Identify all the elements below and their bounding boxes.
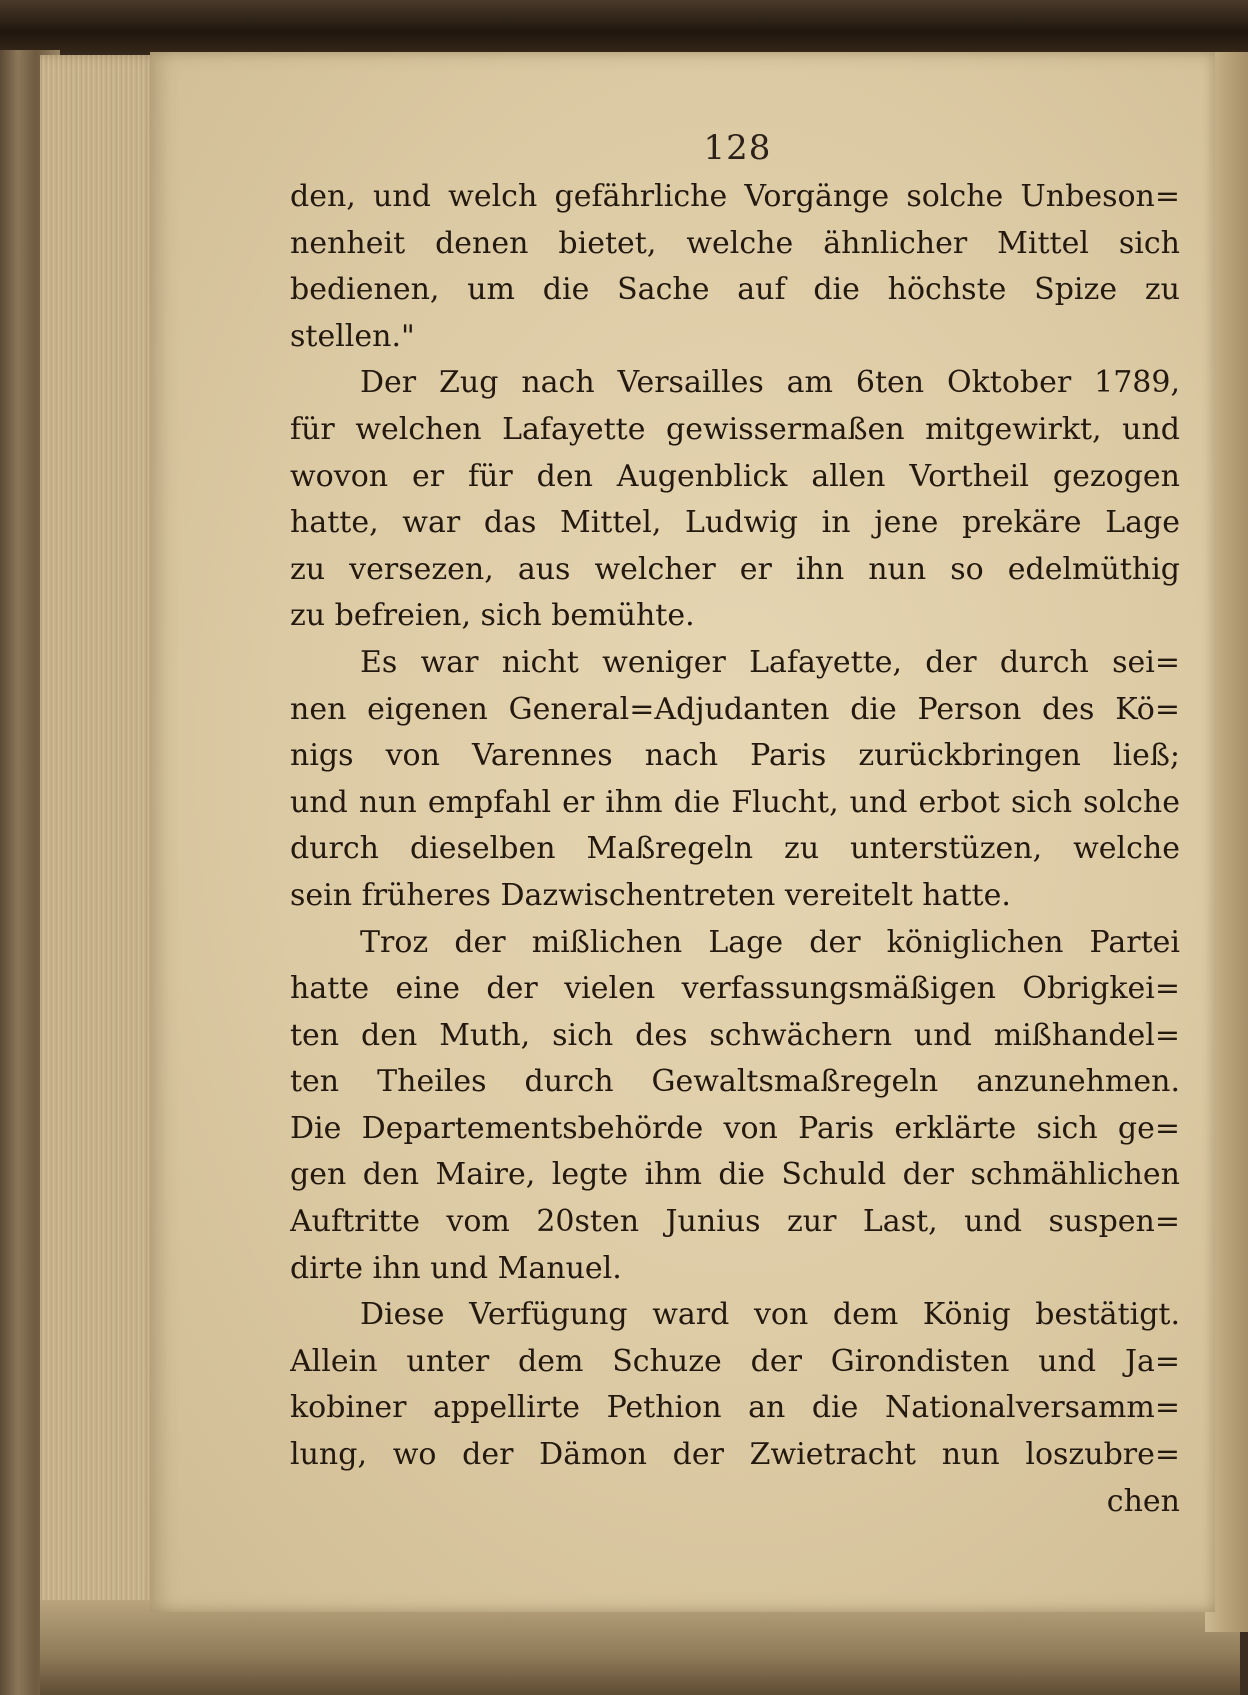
text-line: bedienen, um die Sache auf die höchste Spize zu: [290, 272, 1180, 308]
text-line: zu versezen, aus welcher er ihn nun so edelmüthig: [290, 551, 1180, 587]
text-line: und nun empfahl er ihm die Flucht, und erbot sich solche: [290, 784, 1180, 820]
text-line: Die Departementsbehörde von Paris erklärte sich ge=: [290, 1110, 1180, 1146]
text-line: nenheit denen bietet, welche ähnlicher Mittel sich: [290, 225, 1180, 261]
text-line: für welchen Lafayette gewissermaßen mitgewirkt, und: [290, 411, 1180, 447]
text-line: ten Theiles durch Gewaltsmaßregeln anzunehmen.: [290, 1064, 1180, 1100]
text-line: nigs von Varennes nach Paris zurückbringen ließ;: [290, 738, 1180, 774]
text-line: Allein unter dem Schuze der Girondisten und Ja=: [290, 1343, 1180, 1379]
paragraph-start-line: Der Zug nach Versailles am 6ten Oktober 1789,: [360, 365, 1180, 401]
page-edges-bottom: [40, 1600, 1240, 1695]
paragraph-start-line: Diese Verfügung ward von dem König bestätigt.: [360, 1297, 1180, 1333]
text-line: durch dieselben Maßregeln zu unterstüzen, welche: [290, 831, 1180, 867]
page-edges: [40, 55, 160, 1645]
text-line: stellen.": [290, 318, 415, 354]
paragraph-start-line: Es war nicht weniger Lafayette, der durch sei=: [360, 644, 1180, 680]
text-line: lung, wo der Dämon der Zwietracht nun loszubre=: [290, 1437, 1180, 1473]
book-page: [150, 52, 1215, 1612]
paragraph-start-line: Troz der mißlichen Lage der königlichen Partei: [360, 924, 1180, 960]
text-line: zu befreien, sich bemühte.: [290, 598, 695, 634]
text-line: sein früheres Dazwischentreten vereitelt hatte.: [290, 877, 1011, 913]
text-line: nen eigenen General=Adjudanten die Person des Kö=: [290, 691, 1180, 727]
page-number: 128: [703, 128, 772, 168]
text-line: den, und welch gefährliche Vorgänge solche Unbeson=: [290, 179, 1180, 214]
text-line: dirte ihn und Manuel.: [290, 1250, 622, 1286]
catchword: chen: [1106, 1483, 1180, 1519]
text-line: Auftritte vom 20sten Junius zur Last, und suspen=: [290, 1204, 1180, 1240]
body-text: [290, 174, 1180, 1525]
text-line: hatte, war das Mittel, Ludwig in jene prekäre Lage: [290, 505, 1180, 541]
text-line: ten den Muth, sich des schwächern und mißhandel=: [290, 1017, 1180, 1053]
text-line: hatte eine der vielen verfassungsmäßigen Obrigkei=: [290, 971, 1180, 1007]
text-line: wovon er für den Augenblick allen Vortheil gezogen: [290, 458, 1180, 494]
text-line: kobiner appellirte Pethion an die Nationalversamm=: [290, 1390, 1180, 1426]
book-cover-top: [0, 0, 1248, 58]
text-line: gen den Maire, legte ihm die Schuld der schmählichen: [290, 1157, 1180, 1193]
